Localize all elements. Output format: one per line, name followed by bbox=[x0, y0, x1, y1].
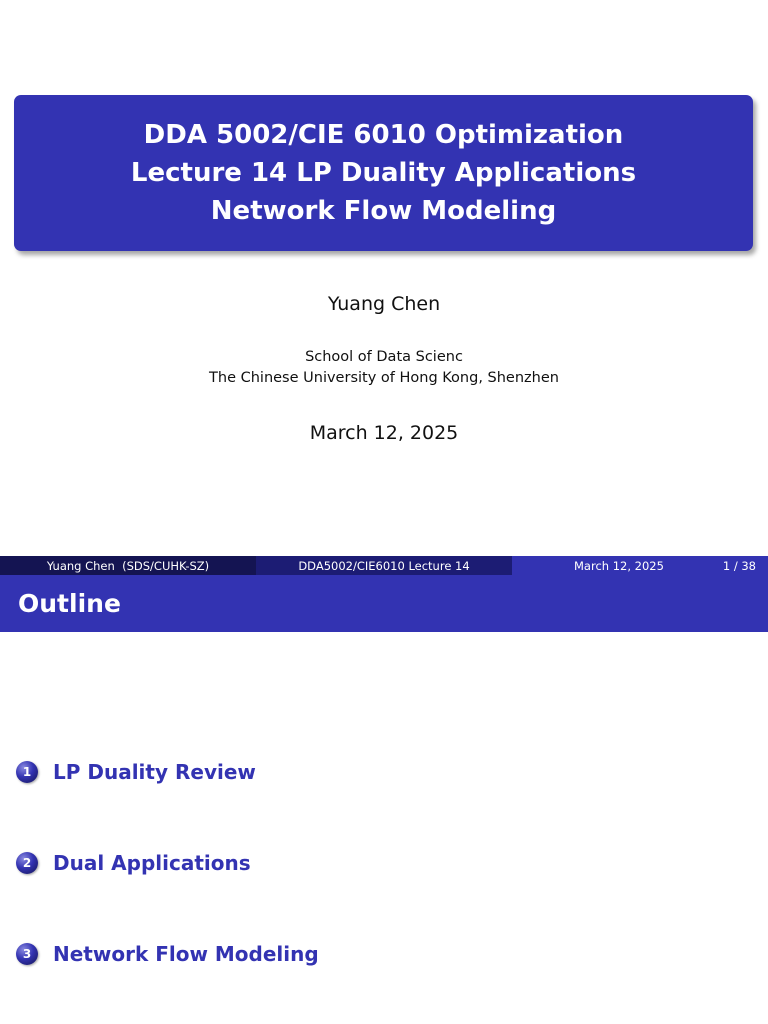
outline-item-label[interactable]: LP Duality Review bbox=[53, 760, 256, 784]
title-line-course: DDA 5002/CIE 6010 Optimization bbox=[143, 120, 624, 150]
outline-item[interactable] bbox=[16, 760, 256, 784]
institute bbox=[0, 347, 768, 389]
title-line-lecture: Lecture 14 LP Duality Applications bbox=[130, 158, 637, 188]
outline-item[interactable] bbox=[16, 851, 251, 875]
footer-title bbox=[256, 556, 512, 575]
footer-page-number: 1 / 38 bbox=[722, 558, 756, 573]
frame-title: Outline bbox=[18, 589, 121, 618]
section-number-ball-icon: 2 bbox=[16, 852, 38, 874]
outline-item[interactable] bbox=[16, 942, 319, 966]
outline-item-label[interactable]: Dual Applications bbox=[53, 851, 251, 875]
section-number-ball-icon: 3 bbox=[16, 943, 38, 965]
footer-author-text: Yuang Chen (SDS/CUHK-SZ) bbox=[46, 558, 210, 573]
author-name: Yuang Chen bbox=[327, 293, 441, 315]
presentation-date: March 12, 2025 bbox=[309, 422, 459, 444]
section-number-ball-icon: 1 bbox=[16, 761, 38, 783]
institute-university: The Chinese University of Hong Kong, Shenzhen bbox=[209, 370, 559, 386]
outline-item-label[interactable]: Network Flow Modeling bbox=[53, 942, 319, 966]
footer-bar bbox=[0, 556, 768, 575]
title-line-topic: Network Flow Modeling bbox=[210, 196, 557, 226]
footer-title-text: DDA5002/CIE6010 Lecture 14 bbox=[298, 558, 470, 573]
footer-date: March 12, 2025 bbox=[574, 558, 664, 573]
footer-date-page bbox=[512, 556, 768, 575]
title-box bbox=[14, 95, 753, 251]
footer-author bbox=[0, 556, 256, 575]
institute-school: School of Data Scienc bbox=[305, 349, 463, 365]
frame-header bbox=[0, 575, 768, 632]
